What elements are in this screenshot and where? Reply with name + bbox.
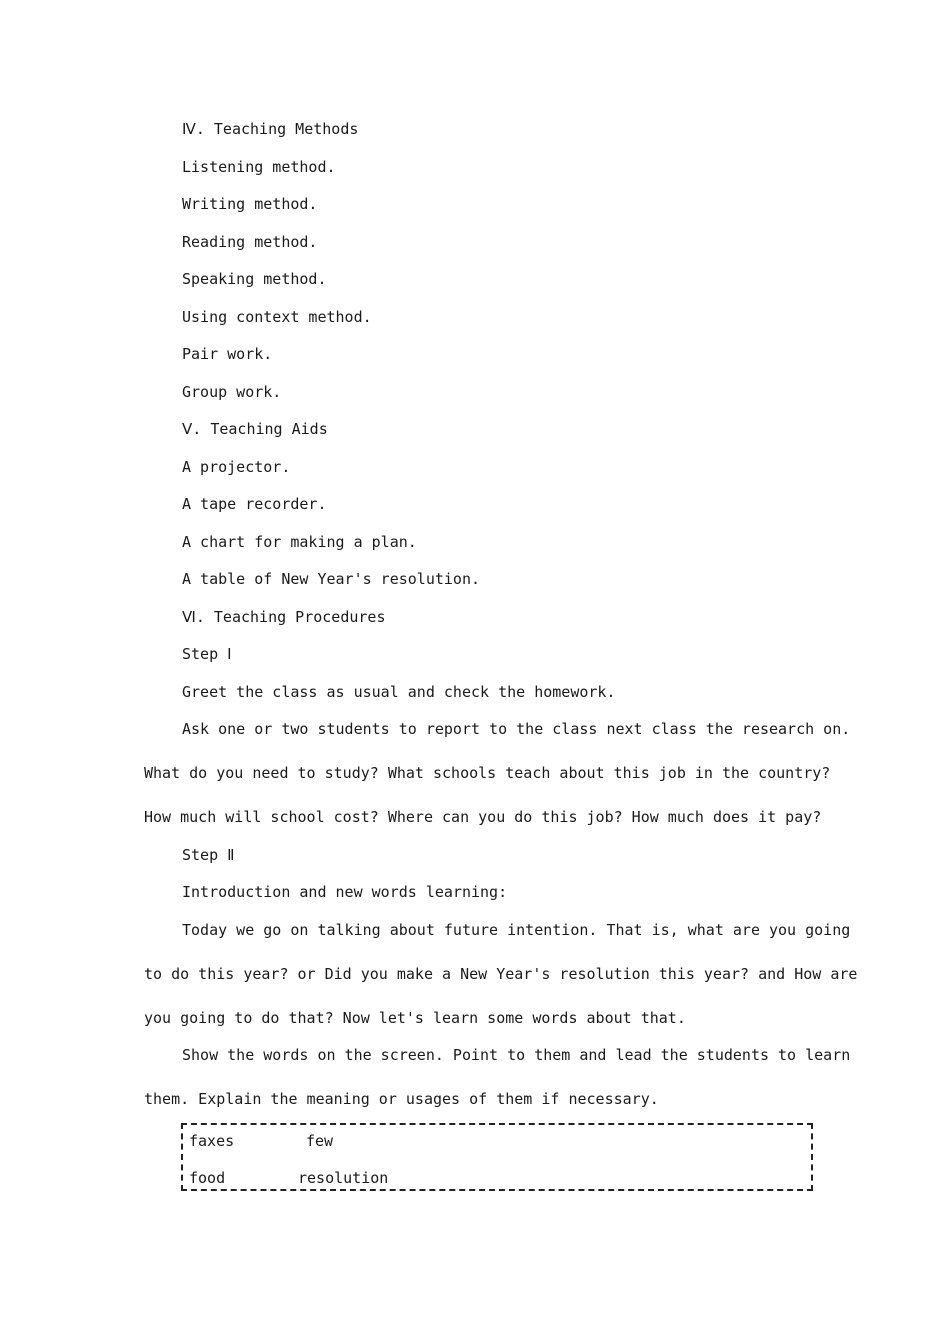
paragraph-line: How much will school cost? Where can you do this job? How much does it pay?	[144, 808, 822, 826]
method-item: Pair work.	[182, 345, 273, 363]
method-item: Group work.	[182, 383, 282, 401]
paragraph-line: Today we go on talking about future intention. That is, what are you going	[182, 921, 851, 939]
paragraph-line: What do you need to study? What schools teach about this job in the country?	[144, 764, 831, 782]
method-item: Using context method.	[182, 308, 372, 326]
step-1-ask-paragraph	[144, 719, 851, 851]
method-item: Writing method.	[182, 195, 318, 213]
word-box	[181, 1123, 813, 1191]
step-1-greet: Greet the class as usual and check the homework.	[182, 683, 616, 701]
section-vi-heading: Ⅵ. Teaching Procedures	[182, 608, 386, 626]
step-2-today-paragraph	[144, 920, 858, 1052]
word-few: few	[306, 1132, 334, 1150]
aid-item: A table of New Year's resolution.	[182, 570, 481, 588]
aid-item: A projector.	[182, 458, 291, 476]
paragraph-line: you going to do that? Now let's learn some words about that.	[144, 1009, 686, 1027]
section-v-heading: Ⅴ. Teaching Aids	[182, 420, 328, 438]
method-item: Listening method.	[182, 158, 336, 176]
aid-item: A tape recorder.	[182, 495, 327, 513]
method-item: Reading method.	[182, 233, 318, 251]
paragraph-line: Show the words on the screen. Point to them and lead the students to learn	[182, 1046, 851, 1064]
paragraph-line: to do this year? or Did you make a New Year's resolution this year? and How are	[144, 965, 858, 983]
paragraph-line: them. Explain the meaning or usages of them if necessary.	[144, 1090, 659, 1108]
step-2-show-paragraph	[144, 1045, 851, 1133]
method-item: Speaking method.	[182, 270, 327, 288]
paragraph-line: Ask one or two students to report to the class next class the research on.	[182, 720, 851, 738]
word-faxes: faxes	[189, 1132, 235, 1150]
section-iv-heading: Ⅳ. Teaching Methods	[182, 120, 359, 138]
step-1-label: Step Ⅰ	[182, 645, 232, 663]
word-resolution: resolution	[298, 1169, 389, 1187]
step-2-intro: Introduction and new words learning:	[182, 883, 508, 901]
aid-item: A chart for making a plan.	[182, 533, 417, 551]
word-food: food	[189, 1169, 226, 1187]
step-2-label: Step Ⅱ	[182, 846, 235, 864]
